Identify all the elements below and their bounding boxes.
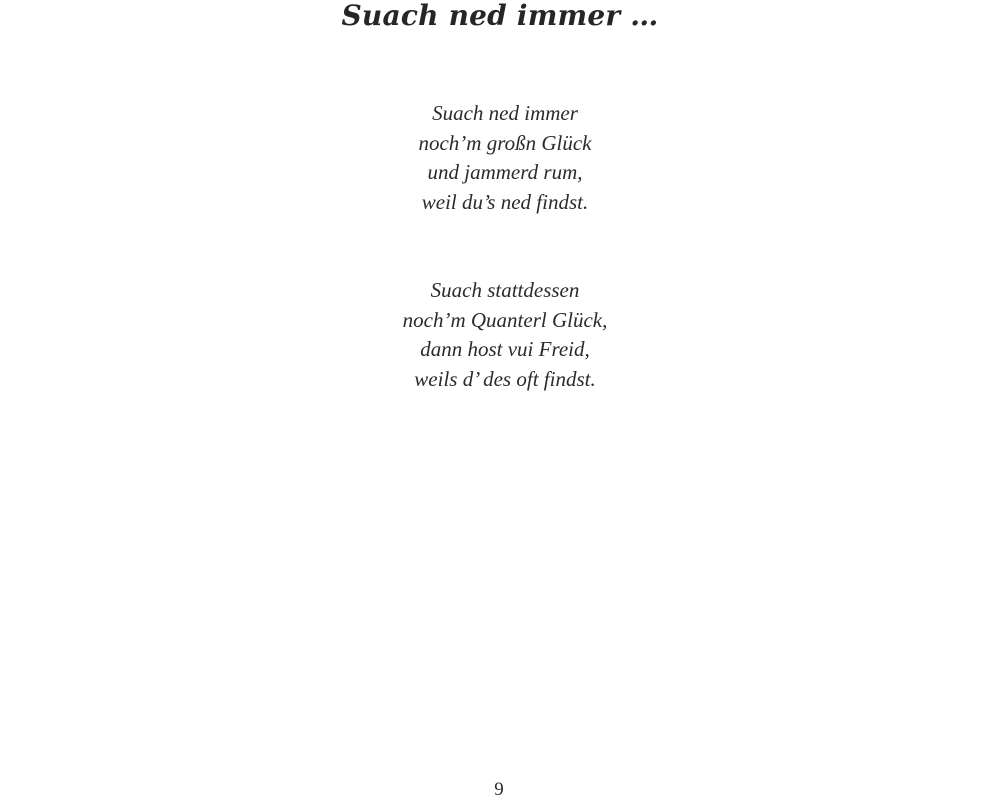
poem-line: Suach ned immer — [432, 101, 578, 125]
poem-line: weils d’ des oft findst. — [414, 366, 596, 391]
poem-title: Suach ned immer … — [341, 0, 659, 32]
poem-line: noch’m Quanterl Glück, — [402, 307, 608, 332]
stanza-2 — [0, 276, 1000, 394]
poem-line: weil du’s ned findst. — [421, 189, 589, 214]
stanza-1 — [0, 99, 1000, 217]
page-number: 9 — [494, 779, 504, 800]
poem-line: dann host vui Freid, — [420, 337, 590, 361]
poem-line: Suach stattdessen — [430, 278, 580, 302]
poem-line: und jammerd rum, — [427, 160, 583, 184]
poem-line: noch’m großn Glück — [418, 130, 592, 155]
